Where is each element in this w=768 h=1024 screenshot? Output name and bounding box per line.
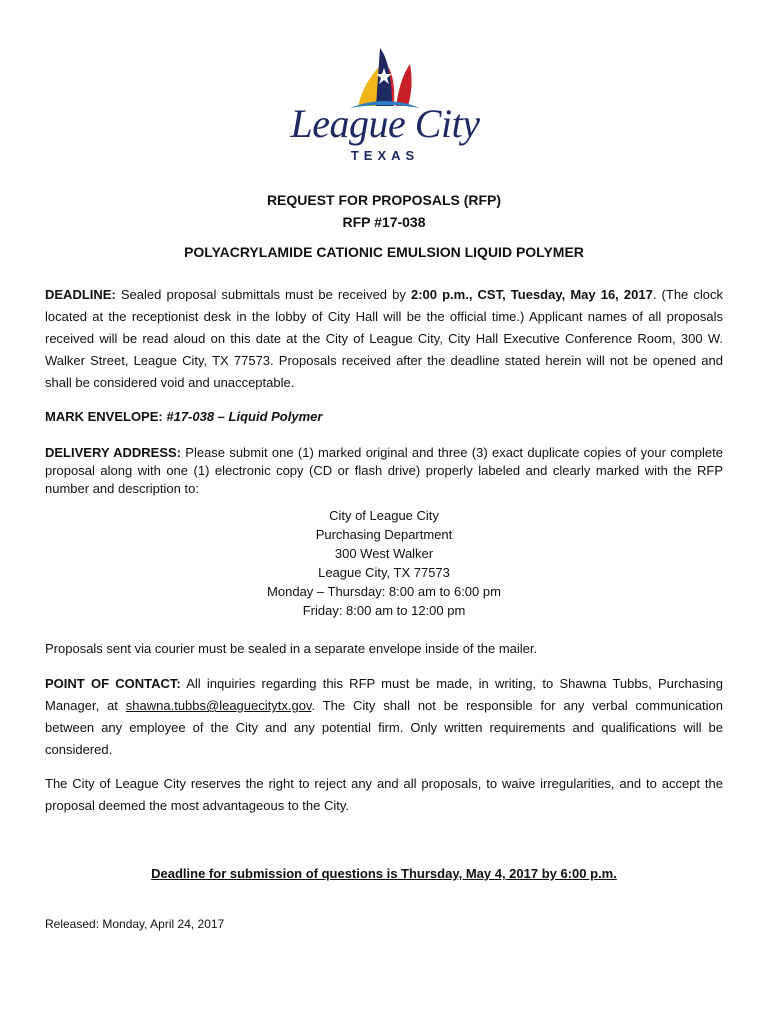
courier-note: Proposals sent via courier must be sealed in a separate envelope inside of the mailer.: [45, 641, 538, 656]
contact-label: POINT OF CONTACT:: [45, 676, 181, 691]
address-line: 300 West Walker: [334, 546, 434, 561]
office-hours: Monday – Thursday: 8:00 am to 6:00 pm: [267, 584, 501, 599]
league-city-logo: [280, 44, 490, 172]
office-hours: Friday: 8:00 am to 12:00 pm: [302, 603, 466, 618]
contact-email-link[interactable]: shawna.tubbs@leaguecitytx.gov: [125, 698, 312, 713]
contact-text-1: All inquiries regarding this RFP must be made, in writing, to Shawna Tubbs, Purchasing Manager, at: [45, 676, 723, 713]
mark-envelope-value: #17-038 – Liquid Polymer: [166, 409, 323, 424]
mark-envelope-label: MARK ENVELOPE:: [45, 409, 163, 424]
deadline-label: DEADLINE:: [45, 287, 116, 302]
reserve-paragraph: The City of League City reserves the right to reject any and all proposals, to waive irregularities, and to accept the proposal deemed the most advantageous to the City.: [45, 776, 723, 813]
delivery-label: DELIVERY ADDRESS:: [45, 445, 181, 460]
delivery-paragraph: [45, 444, 723, 498]
address-line: City of League City: [329, 508, 439, 523]
deadline-text-2: . (The clock located at the receptionist desk in the lobby of City Hall will be the official time.) Applicant names of all proposals received will be read aloud on this date at the City of League City, City Hall Executive Conference Room, 300 W. Walker Street, League City, TX 77573. Proposals received after the deadline stated herein will not be opened and shall be considered void and unacceptable.: [45, 287, 723, 390]
deadline-time: 2:00 p.m., CST, Tuesday, May 16, 2017: [410, 287, 653, 302]
logo-state: TEXAS: [350, 148, 420, 163]
mailing-address: [0, 506, 768, 620]
rfp-subject: POLYACRYLAMIDE CATIONIC EMULSION LIQUID POLYMER: [184, 244, 584, 260]
logo-wordmark: League City: [290, 101, 480, 146]
address-line: League City, TX 77573: [318, 565, 450, 580]
questions-deadline: Deadline for submission of questions is Thursday, May 4, 2017 by 6:00 p.m.: [151, 866, 617, 881]
deadline-paragraph: [45, 284, 723, 394]
rfp-number: RFP #17-038: [342, 214, 426, 230]
contact-text-2: . The City shall not be responsible for any verbal communication between any employee of the City and any potential firm. Only written requirements and qualifications will be considered.: [45, 698, 723, 757]
mark-envelope: [45, 406, 723, 428]
deadline-text-1: Sealed proposal submittals must be received by: [115, 287, 411, 302]
rfp-heading: REQUEST FOR PROPOSALS (RFP): [266, 192, 502, 208]
released-date: Released: Monday, April 24, 2017: [45, 917, 225, 931]
delivery-text: Please submit one (1) marked original and three (3) exact duplicate copies of your complete proposal along with one (1) electronic copy (CD or flash drive) properly labeled and clearly marked with the RFP number and description to:: [45, 445, 723, 496]
address-line: Purchasing Department: [315, 527, 453, 542]
contact-paragraph: [45, 673, 723, 761]
